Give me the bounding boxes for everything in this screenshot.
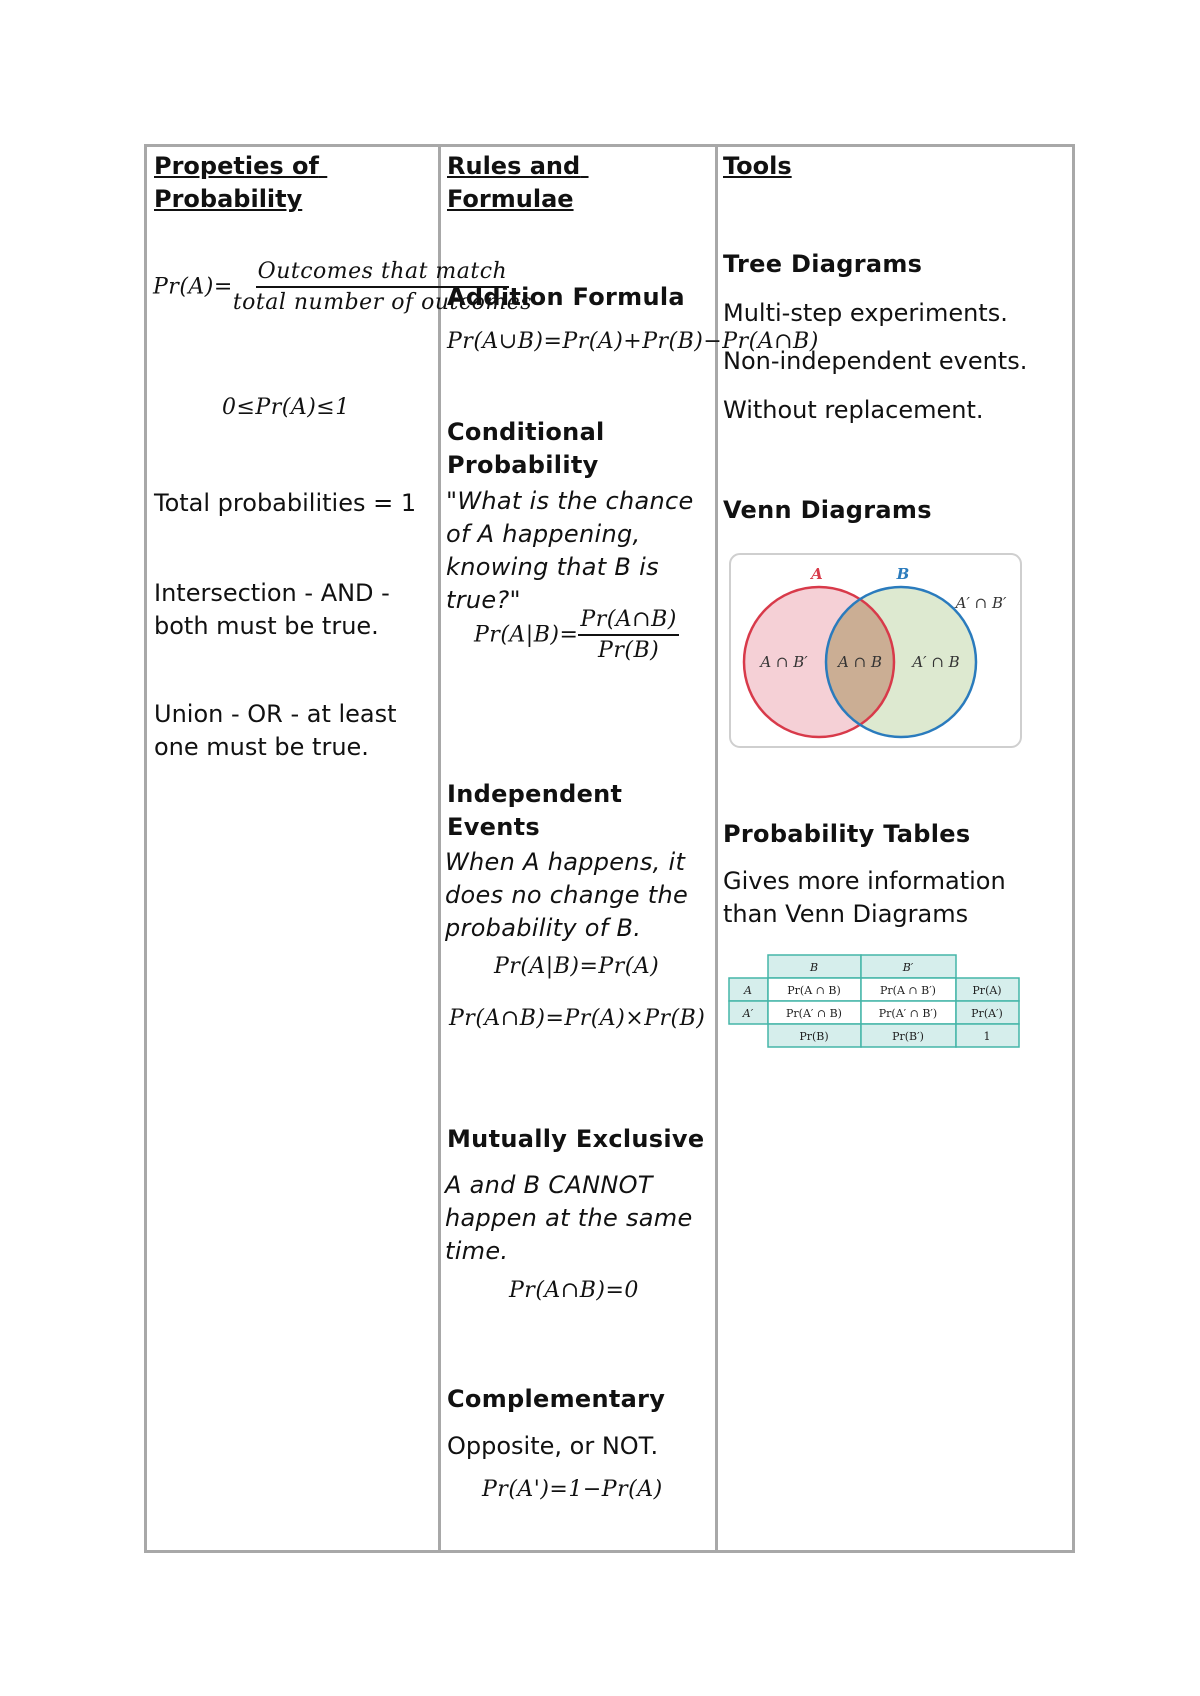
ptable-col-header-b: B	[809, 961, 819, 974]
conditional-probability-title: Conditional Probability	[447, 418, 605, 479]
venn-diagram	[729, 553, 1024, 750]
independent-formula-product: Pr(A∩B)=Pr(A)×Pr(B)	[449, 1006, 706, 1031]
union-text: Union - OR - at least one must be true.	[154, 700, 397, 761]
complementary-formula: Pr(A')=1−Pr(A)	[482, 1477, 663, 1502]
probability-range-formula: 0≤Pr(A)≤1	[222, 395, 350, 420]
conditional-probability-quote: "What is the chance of A happening, knowing that B is true?"	[446, 487, 694, 614]
ptable-cell-aprime-b: Pr(A′ ∩ B)	[786, 1007, 842, 1020]
ptable-total-bprime: Pr(B′)	[892, 1030, 924, 1043]
total-probabilities-text: Total probabilities = 1	[154, 489, 417, 517]
probability-table	[728, 953, 1020, 1053]
addition-formula: Pr(A∪B)=Pr(A)+Pr(B)−Pr(A∩B)	[447, 329, 819, 354]
rules-header: Rules and Formulae	[447, 152, 581, 213]
mutually-exclusive-description: A and B CANNOT happen at the same time.	[445, 1171, 693, 1265]
ptable-grand-total: 1	[983, 1030, 991, 1043]
independent-events-description: When A happens, it does no change the probability of B.	[445, 848, 689, 942]
venn-label-a: A	[811, 565, 823, 583]
tree-item-multistep: Multi-step experiments.	[723, 299, 1008, 327]
probability-definition-formula: Pr(A)= $\frac{\text{Outcomes that match}}{\text{total number of outcomes}}$	[153, 259, 533, 315]
complementary-title: Complementary	[447, 1385, 666, 1413]
addition-formula-title: Addition Formula	[447, 283, 685, 311]
probability-tables-title: Probability Tables	[723, 820, 971, 848]
ptable-row-label-aprime: A′	[742, 1007, 754, 1020]
ptable-total-b: Pr(B)	[799, 1030, 829, 1043]
mutually-exclusive-title: Mutually Exclusive	[447, 1125, 705, 1153]
definition-denominator: total number of outcomes	[232, 290, 533, 315]
venn-region-outside: A′ ∩ B′	[955, 594, 1007, 612]
venn-label-b: B	[896, 565, 910, 583]
venn-region-b-only: A′ ∩ B	[912, 653, 960, 671]
venn-region-both: A ∩ B	[838, 653, 882, 671]
ptable-cell-a-b: Pr(A ∩ B)	[787, 984, 841, 997]
tools-header: Tools	[723, 152, 792, 180]
mutually-exclusive-formula: Pr(A∩B)=0	[509, 1278, 639, 1303]
venn-region-a-only: A ∩ B′	[760, 653, 808, 671]
tools-column	[718, 147, 1072, 1550]
properties-header: Propeties of Probability	[154, 152, 319, 213]
tree-item-nonindependent: Non-independent events.	[723, 347, 1028, 375]
ptable-cell-aprime-bprime: Pr(A′ ∩ B′)	[878, 1007, 938, 1020]
ptable-total-a: Pr(A)	[972, 984, 1002, 997]
venn-diagrams-title: Venn Diagrams	[723, 496, 932, 524]
tree-diagrams-title: Tree Diagrams	[723, 250, 923, 278]
ptable-col-header-bprime: B′	[902, 961, 914, 974]
independent-formula-conditional: Pr(A|B)=Pr(A)	[494, 954, 660, 979]
ptable-cell-a-bprime: Pr(A ∩ B′)	[880, 984, 936, 997]
summary-table	[144, 144, 1075, 1553]
ptable-row-label-a: A	[744, 984, 752, 997]
independent-events-title: Independent Events	[447, 780, 623, 841]
tree-item-without-replacement: Without replacement.	[723, 396, 984, 424]
intersection-text: Intersection - AND - both must be true.	[154, 579, 390, 640]
probability-tables-description: Gives more information than Venn Diagrams	[723, 867, 1006, 928]
conditional-probability-formula: Pr(A|B)= $\frac{Pr(A\cap B)}{Pr(B)}$	[474, 607, 677, 663]
ptable-total-aprime: Pr(A′)	[971, 1007, 1003, 1020]
complementary-description: Opposite, or NOT.	[447, 1432, 659, 1460]
definition-numerator: Outcomes that match	[256, 259, 510, 288]
